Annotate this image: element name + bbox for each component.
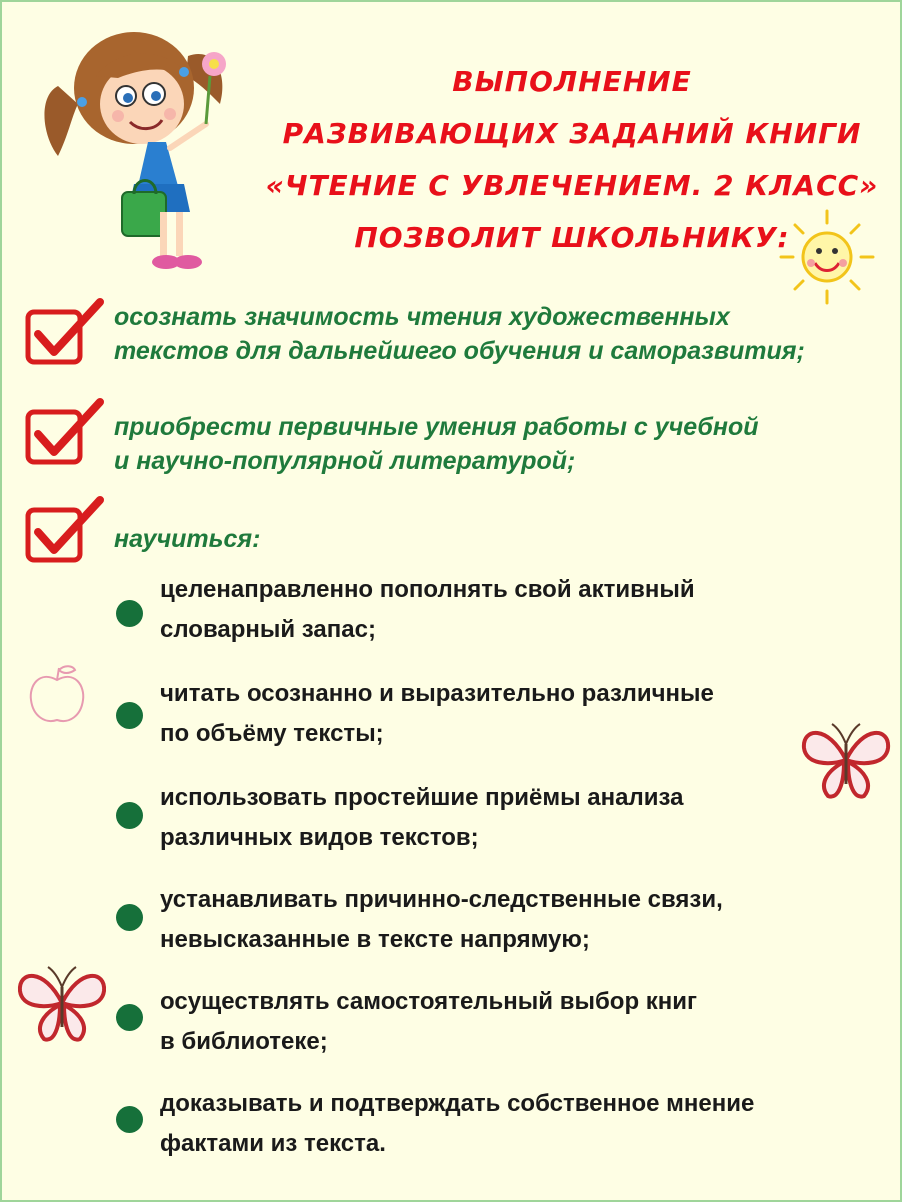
check-item-line: текстов для дальнейшего обучения и саморазвития; (114, 337, 805, 365)
sub-item (160, 778, 683, 858)
bullet-dot (116, 802, 143, 829)
heading-line: «ЧТЕНИЕ С УВЛЕЧЕНИЕМ. 2 КЛАСС» (265, 169, 879, 202)
sun-icon (777, 207, 877, 307)
butterfly-icon (798, 714, 894, 806)
sub-item-line: фактами из текста. (160, 1130, 386, 1157)
sub-item (160, 982, 697, 1062)
girl-illustration (38, 16, 238, 286)
bullet-dot (116, 904, 143, 931)
butterfly-icon (14, 957, 110, 1049)
sub-item-line: осуществлять самостоятельный выбор книг (160, 988, 698, 1015)
checkbox-icon (24, 298, 106, 368)
sub-item-line: целенаправленно пополнять свой активный (160, 576, 695, 603)
heading-line: ВЫПОЛНЕНИЕ (452, 65, 692, 98)
checkbox-icon (24, 398, 106, 468)
sub-item (160, 880, 723, 960)
sub-item-line: использовать простейшие приёмы анализа (160, 784, 684, 811)
sub-item (160, 1084, 754, 1164)
check-item-line: осознать значимость чтения художественных (114, 303, 730, 331)
bullet-dot (116, 1106, 143, 1133)
sub-item (160, 570, 695, 650)
sub-item-line: в библиотеке; (160, 1028, 328, 1055)
sub-item-line: доказывать и подтверждать собственное мнение (160, 1090, 755, 1117)
heading-line: ПОЗВОЛИТ ШКОЛЬНИКУ: (354, 221, 790, 254)
check-item-line: научиться: (114, 525, 261, 553)
sub-item-line: читать осознанно и выразительно различные (160, 680, 714, 707)
sub-item-line: устанавливать причинно-следственные связи, (160, 886, 723, 913)
bullet-dot (116, 702, 143, 729)
check-item-text (114, 300, 805, 368)
check-item-text (114, 410, 759, 478)
sub-item-line: невысказанные в тексте напрямую; (160, 926, 590, 953)
check-item-line: приобрести первичные умения работы с учебной (114, 413, 759, 441)
checkbox-icon (24, 496, 106, 566)
check-item-line: и научно-популярной литературой; (114, 447, 576, 475)
apple-icon (27, 662, 87, 726)
sub-item-line: словарный запас; (160, 616, 376, 643)
bullet-dot (116, 600, 143, 627)
check-item-text (114, 522, 260, 556)
sub-item (160, 674, 714, 754)
bullet-dot (116, 1004, 143, 1031)
sub-item-line: различных видов текстов; (160, 824, 479, 851)
heading-line: РАЗВИВАЮЩИХ ЗАДАНИЙ КНИГИ (282, 117, 862, 150)
sub-item-line: по объёму тексты; (160, 720, 384, 747)
